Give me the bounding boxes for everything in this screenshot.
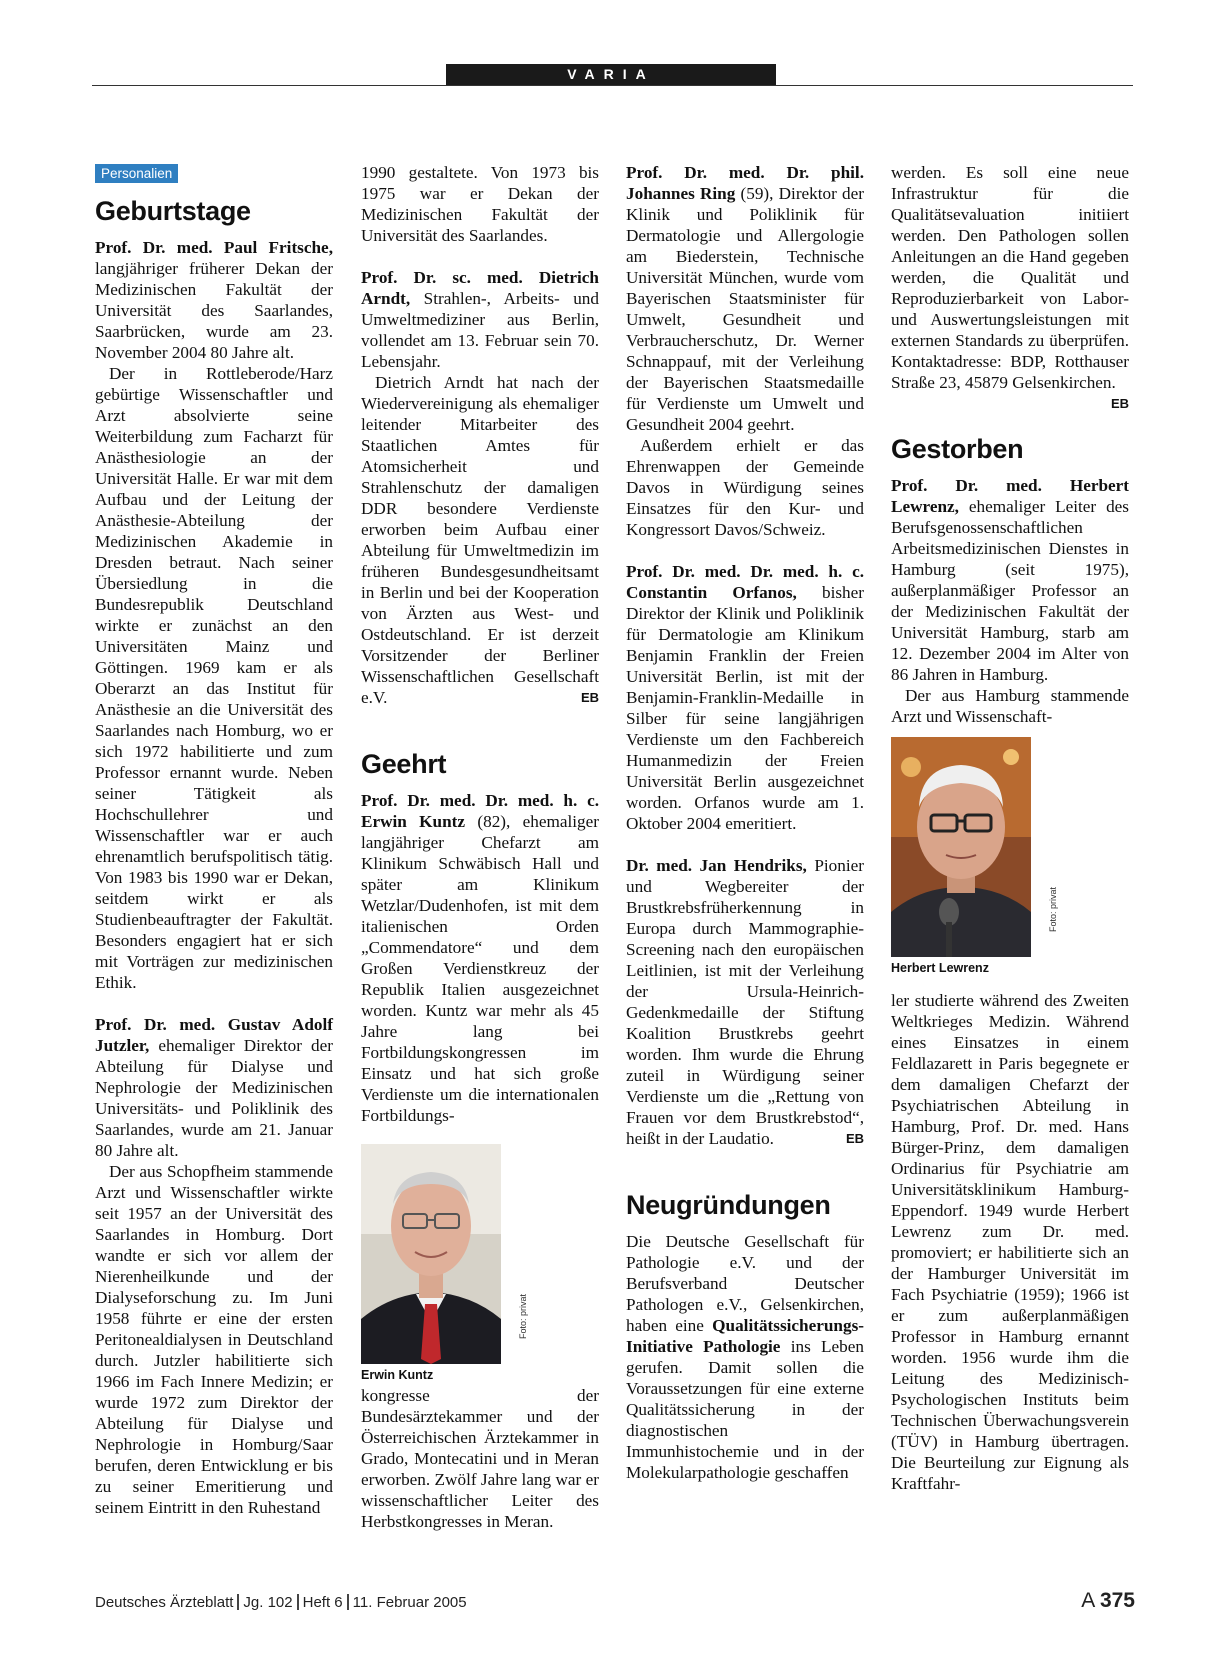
person-name: Prof. Dr. med. Dr. phil. Johannes Ring	[626, 163, 864, 203]
paragraph: Prof. Dr. med. Gustav Adolf Jutzler, ehemaliger Direktor der Abteilung für Dialyse und Nephrologie der Medizinischen Universitäts- und Poliklinik des Saarlandes, wurde am 21. Januar 80 Jahre alt.	[95, 1015, 333, 1160]
paragraph: Prof. Dr. med. Dr. phil. Johannes Ring (59), Direktor der Klinik und Poliklinik für Dermatologie und Allergologie am Biederstein, Technische Universität München, wurde vom Bayerischen Staatsminister für Umwelt, Gesundheit und Verbraucherschutz, Dr. Werner Schnappauf, mit der Verleihung der Bayerischen Staatsmedaille für Verdienste um Umwelt und Gesundheit 2004 geehrt.	[626, 163, 864, 434]
heading-geehrt: Geehrt	[361, 749, 447, 779]
section-header: VARIA	[446, 64, 776, 85]
volume: Jg. 102	[243, 1594, 293, 1611]
paragraph: Prof. Dr. med. Dr. med. h. c. Constantin Orfanos, bisher Direktor der Klinik und Poliklinik für Dermatologie am Klinikum Benjamin Franklin der Freien Universität Berlin, ist mit der Benjamin-Franklin-Medaille in Silber für seine langjährigen Verdienste um den Fachbereich Humanmedizin der Freien Universität Berlin ausgezeichnet worden. Orfanos wurde am 1. Oktober 2004 emeritiert.	[626, 562, 864, 833]
photo-caption: Erwin Kuntz	[361, 1368, 434, 1382]
paragraph: ler studierte während des Zweiten Weltkrieges Medizin. Während eines Einsatzes in einem Feldlazarett in Paris begegnete er dem damaligen Chefarzt der Psychiatrischen Abteilung in Hamburg, Prof. Dr. med. Hans Bürger-Prinz, dem damaligen Ordinarius für Psychiatrie am Universitätsklinikum Hamburg-Eppendorf. 1949 wurde Herbert Lewrenz zum Dr. med. promoviert; er habilitierte sich an der Hamburger Universität im Fach Psychiatrie (1959); 1966 ist er zum außerplanmäßigen Professor in Hamburg ernannt worden. 1956 wurde ihm die Leitung des Medizinisch-Psychologischen Instituts beim Technischen Überwachungsverein (TÜV) in Hamburg übertragen. Die Beurteilung zur Eignung als Kraftfahr-	[891, 991, 1129, 1493]
photo-credit: Foto: privat	[1048, 887, 1058, 933]
person-name: Prof. Dr. med. Paul Fritsche,	[95, 238, 333, 257]
paragraph: Die Deutsche Gesellschaft für Pathologie e.V. und der Berufsverband Deutscher Pathologen e.V., Gelsenkirchen, haben eine Qualitätssicherungs-Initiative Pathologie ins Leben gerufen. Damit sollen die Voraussetzungen für eine externe Qualitätssicherung in der diagnostischen Immunhistochemie und in der Molekularpathologie geschaffen	[626, 1232, 864, 1482]
page-footer	[95, 1589, 1135, 1612]
paragraph: Dietrich Arndt hat nach der Wiedervereinigung als ehemaliger leitender Mitarbeiter des Staatlichen Amtes für Atomsicherheit und Strahlenschutz der damaligen DDR besondere Verdienste erworben beim Aufbau einer Abteilung für Umweltmedizin im früheren Bundesgesundheitsamt in Berlin und bei der Kooperation von Ärzten aus West- und Ostdeutschland. Er ist derzeit Vorsitzender der Berliner Wissenschaftlichen Gesellschaft e.V. EB	[361, 373, 599, 707]
issue: Heft 6	[302, 1594, 343, 1611]
author-initials: EB	[845, 1131, 864, 1146]
person-name: Prof. Dr. med. Dr. med. h. c. Erwin Kuntz	[361, 791, 599, 831]
paragraph: Der in Rottleberode/Harz gebürtige Wissenschaftler und Arzt absolvierte seine Weiterbildung zum Facharzt für Anästhesiologie an der Universität Halle. Er war mit dem Aufbau und der Leitung der Anästhesie-Abteilung der Medizinischen Akademie in Dresden betraut. Nach seiner Übersiedlung in die Bundesrepublik Deutschland wirkte er zunächst an den Universitäten Mainz und Göttingen. 1969 kam er als Oberarzt an das Institut für Anästhesie an die Universität des Saarlandes nach Homburg, wo er sich 1972 habilitierte und zum Professor ernannt wurde. Neben seiner Tätigkeit als Hochschullehrer und Wissenschaftler war er auch ehrenamtlich berufspolitisch tätig. Von 1983 bis 1990 war er Dekan, seitdem wirkt er als Studienbeauftragter der Fakultät. Besonders engagiert hat er sich mit Vorträgen zur medizinischen Ethik.	[95, 364, 333, 992]
paragraph: Dr. med. Jan Hendriks, Pionier und Wegbereiter der Brustkrebsfrüherkennung in Europa durch Mammographie-Screening nach den europäischen Leitlinien, ist mit der Verleihung der Ursula-Heinrich-Gedenkmedaille der Stiftung Koalition Brustkrebs geehrt worden. Ihm wurde die Ehrung zuteil in Würdigung seiner Verdienste um die „Rettung von Frauen vor dem Brustkrebstod“, heißt in der Laudatio. EB	[626, 856, 865, 1148]
paragraph: Prof. Dr. med. Dr. med. h. c. Erwin Kuntz (82), ehemaliger langjähriger Chefarzt am Klinikum Schwäbisch Hall und später am Klinikum Wetzlar/Dudenhofen, ist mit dem italienischen Orden „Commendatore“ und dem Großen Verdienstkreuz der Republik Italien ausgezeichnet worden. Kuntz war mehr als 45 Jahre lang bei Fortbildungskongressen im Einsatz und hat sich große Verdienste um die internationalen Fortbildungs-	[361, 791, 599, 1125]
heading-neugruendungen: Neugründungen	[626, 1190, 831, 1220]
column-4	[891, 162, 1129, 1494]
footer-separator	[237, 1594, 239, 1610]
page-number: A 375	[1081, 1589, 1135, 1612]
paragraph: Der aus Hamburg stammende Arzt und Wissenschaft-	[891, 686, 1129, 726]
person-name: Prof. Dr. med. Gustav Adolf Jutzler,	[95, 1015, 333, 1055]
paragraph: kongresse der Bundesärztekammer und der Österreichischen Ärztekammer in Grado, Montecatini und in Meran erworben. Zwölf Jahre lang war er wissenschaftlicher Leiter des Herbstkongresses in Meran.	[361, 1386, 599, 1531]
footer-separator	[297, 1594, 299, 1610]
photo-herbert-lewrenz	[891, 737, 1058, 976]
paragraph: Der aus Schopfheim stammende Arzt und Wissenschaftler wirkte seit 1957 an der Universität des Saarlandes in Homburg. Dort wandte er sich vor allem der Nierenheilkunde und der Dialyseforschung zu. Im Juni 1958 führte er eine der ersten Peritonealdialysen in Deutschland durch. Jutzler habilitierte sich 1966 im Fach Innere Medizin; er wurde 1972 zum Direktor der Abteilung für Dialyse und Nephrologie in Homburg/Saar berufen, deren Entwicklung er bis zu seiner Emeritierung und seinem Eintritt in den Ruhestand	[95, 1162, 333, 1517]
portrait-image	[361, 1144, 501, 1364]
paragraph: Prof. Dr. sc. med. Dietrich Arndt, Strahlen-, Arbeits- und Umweltmediziner aus Berlin, vollendet am 13. Februar sein 70. Lebensjahr.	[361, 268, 599, 371]
portrait-image	[891, 737, 1031, 957]
paragraph: Prof. Dr. med. Herbert Lewrenz, ehemaliger Leiter des Berufsgenossenschaftlichen Arbeitsmedizinischen Dienstes in Hamburg (seit 1975), außerplanmäßiger Professor an der Medizinischen Fakultät der Universität Hamburg, starb am 12. Dezember 2004 im Alter von 86 Jahren in Hamburg.	[891, 476, 1129, 684]
paragraph: Außerdem erhielt er das Ehrenwappen der Gemeinde Davos in Würdigung seines Einsatzes für den Kur- und Kongressort Davos/Schweiz.	[626, 436, 864, 539]
footer-separator	[347, 1594, 349, 1610]
person-name: Dr. med. Jan Hendriks,	[626, 856, 807, 875]
issue-date: 11. Februar 2005	[352, 1594, 467, 1611]
person-name: Prof. Dr. med. Dr. med. h. c. Constantin Orfanos,	[626, 562, 864, 602]
header-rule	[92, 85, 1133, 86]
person-name: Prof. Dr. sc. med. Dietrich Arndt,	[361, 268, 599, 308]
photo-credit: Foto: privat	[518, 1294, 528, 1340]
paragraph: Prof. Dr. med. Paul Fritsche, langjähriger früherer Dekan der Medizinischen Fakultät der Universität des Saarlandes, Saarbrücken, wurde am 23. November 2004 80 Jahre alt.	[95, 238, 333, 362]
author-initials: EB	[1110, 396, 1129, 411]
heading-gestorben: Gestorben	[891, 434, 1024, 464]
initiative-name: Qualitätssicherungs-Initiative Pathologie	[626, 1316, 864, 1356]
column-3	[626, 162, 864, 1483]
heading-geburtstage: Geburtstage	[95, 196, 251, 226]
column-1	[95, 162, 333, 1518]
photo-caption: Herbert Lewrenz	[891, 961, 989, 975]
photo-erwin-kuntz	[361, 1144, 528, 1383]
journal-name: Deutsches Ärzteblatt	[95, 1594, 234, 1611]
column-2	[361, 162, 599, 1532]
paragraph: werden. Es soll eine neue Infrastruktur für die Qualitätsevaluation initiiert werden. Den Pathologen sollen Anleitungen an die Hand gegeben werden, die Qualität und Reproduzierbarkeit von Labor- und Auswertungsleistungen mit externen Standards zu überprüfen. Kontaktadresse: BDP, Rotthauser Straße 23, 45879 Gelsenkirchen. EB	[891, 162, 1129, 393]
author-initials: EB	[580, 690, 599, 705]
personalien-tag: Personalien	[95, 164, 178, 183]
paragraph: 1990 gestaltete. Von 1973 bis 1975 war er Dekan der Medizinischen Fakultät der Universität des Saarlandes.	[361, 163, 599, 245]
person-name: Prof. Dr. med. Herbert Lewrenz,	[891, 476, 1129, 516]
